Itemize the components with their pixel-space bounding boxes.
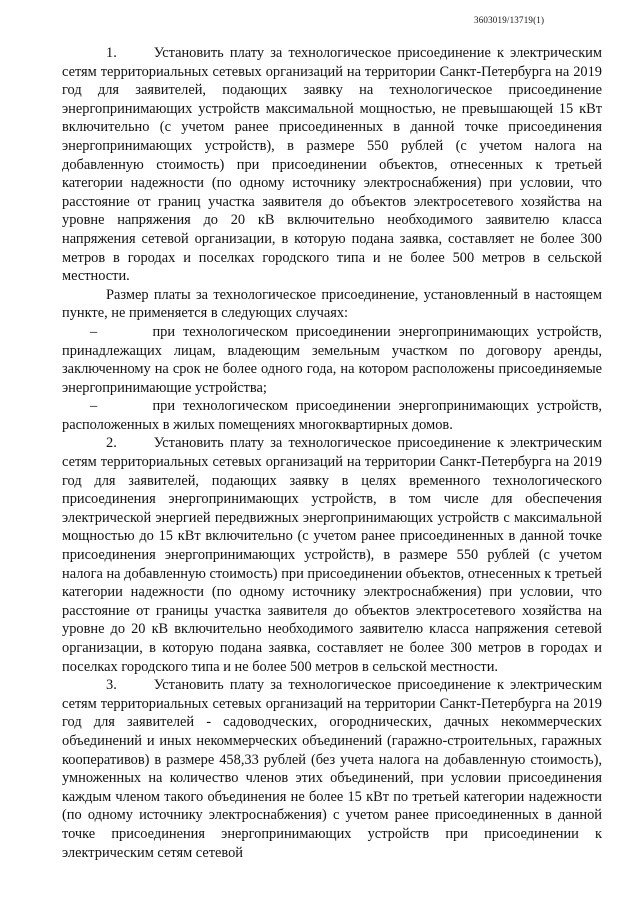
paragraph-3: 3. Установить плату за технологическое присоединение к электрическим сетям территориальных сетевых организаций на территории Санкт-Петербурга на 2019 год для заявителей - садоводческих, огороднических, дачных некоммерческих объединений и иных некоммерческих объединений (гаражно-строительных, гаражных кооперативов) в размере 458,33 рублей (без учета налога на добавленную стоимость), умноженных на количество членов этих объединений, при условии присоединения каждым членом такого объединения не более 15 кВт по третьей категории надежности (по одному источнику электроснабжения) с учетом ранее присоединенных в данной точке присоединения энергопринимающих устройств при присоединении к электрическим сетям сетевой	[62, 677, 602, 861]
paragraph-1: 1. Установить плату за технологическое присоединение к электрическим сетям территориальных сетевых организаций на территории Санкт-Петербурга на 2019 год для заявителей, подающих заявку на технологическое присоединение энергопринимающих устройств максимальной мощностью, не превышающей 15 кВт включительно (с учетом ранее присоединенных в данной точке присоединения энергопринимающих устройств), в размере 550 рублей (с учетом налога на добавленную стоимость) при присоединении объектов, отнесенных к третьей категории надежности (по одному источнику электроснабжения) при условии, что расстояние от границ участка заявителя до объектов электросетевого хозяйства на уровне напряжения до 20 кВ включительно необходимого заявителю класса напряжения сетевой организации, в которую подана заявка, составляет не более 300 метров в городах и поселках городского типа и не более 500 метров в сельской местности.	[62, 45, 602, 285]
document-body	[62, 44, 602, 862]
exception-item-apartments: – при технологическом присоединении энергопринимающих устройств, расположенных в жилых помещениях многоквартирных домов.	[62, 398, 602, 433]
paragraph-exceptions-intro: Размер платы за технологическое присоединение, установленный в настоящем пункте, не применяется в следующих случаях:	[62, 286, 602, 322]
paragraph-2: 2. Установить плату за технологическое присоединение к электрическим сетям территориальных сетевых организаций на территории Санкт-Петербурга на 2019 год для заявителей, подающих заявку в целях временного технологического присоединения энергопринимающих устройств, в том числе для обеспечения электрической энергией передвижных энергопринимающих устройств с максимальной мощностью до 15 кВт включительно (с учетом ранее присоединенных в данной точке присоединения энергопринимающих устройств), в размере 550 рублей (с учетом налога на добавленную стоимость) при присоединении объектов, отнесенных к третьей категории надежности (по одному источнику электроснабжения) при условии, что расстояние от границы участка заявителя до объектов электросетевого хозяйства на уровне до 20 кВ включительно необходимого заявителю класса напряжения сетевой организации, в которую подана заявка, составляет не более 300 метров в городах и поселках городского типа и не более 500 метров в сельской местности.	[62, 435, 602, 675]
document-code: 3603019/13719(1)	[474, 15, 545, 25]
exception-item-lease: – при технологическом присоединении энергопринимающих устройств, принадлежащих лицам, владеющим земельным участком по договору аренды, заключенному на срок не более одного года, на котором расположены присоединяемые энергопринимающие устройства;	[62, 323, 602, 396]
